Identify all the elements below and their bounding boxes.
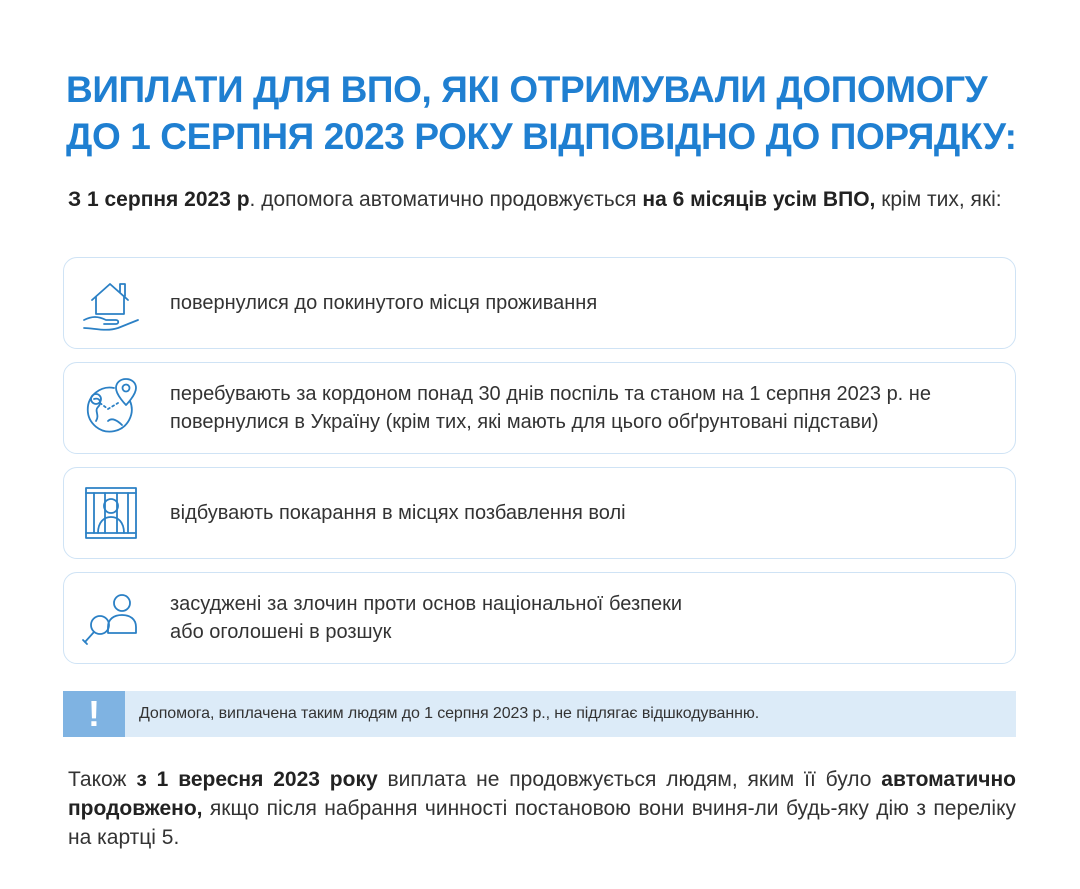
- intro-bold-date: З 1 серпня 2023 р: [68, 188, 250, 211]
- prisoner-bars-icon: [78, 480, 144, 546]
- page-title: [66, 66, 1046, 160]
- exception-card-returned: [63, 257, 1016, 349]
- outro-bold-auto: автоматично продовжено,: [68, 768, 1016, 820]
- intro-paragraph: [68, 186, 1028, 214]
- globe-location-icon: [78, 375, 144, 441]
- title-line-1: ВИПЛАТИ ДЛЯ ВПО, ЯКІ ОТРИМУВАЛИ ДОПОМОГУ: [66, 69, 988, 110]
- magnifier-person-icon: [78, 585, 144, 651]
- exclamation-icon: !: [63, 691, 125, 737]
- exception-card-convicted: [63, 572, 1016, 664]
- house-in-hand-icon: [78, 270, 144, 336]
- exception-card-imprisoned: [63, 467, 1016, 559]
- outro-text-2: виплата не продовжується людям, яким її було: [377, 768, 882, 791]
- intro-text-1: . допомога автоматично продовжується: [249, 188, 643, 211]
- outro-paragraph: [68, 765, 1016, 852]
- outro-bold-date: з 1 вересня 2023 року: [136, 768, 378, 791]
- intro-bold-duration: на 6 місяців усім ВПО,: [642, 188, 876, 211]
- notice-text: Допомога, виплачена таким людям до 1 серпня 2023 р., не підлягає відшкодуванню.: [139, 705, 760, 722]
- exception-text-imprisoned: відбувають покарання в місцях позбавлення волі: [170, 502, 626, 524]
- title-line-2: ДО 1 СЕРПНЯ 2023 РОКУ ВІДПОВІДНО ДО ПОРЯДКУ:: [66, 116, 1017, 157]
- exception-text-convicted: засуджені за злочин проти основ національної безпеки або оголошені в розшук: [170, 593, 682, 643]
- outro-text-3: якщо після набрання чинності постановою вони вчиня-ли будь-яку дію з переліку на картці 5.: [68, 797, 1016, 849]
- outro-text-1: Також: [68, 768, 137, 791]
- exception-text-returned: повернулися до покинутого місця проживання: [170, 292, 598, 314]
- exception-text-abroad: перебувають за кордоном понад 30 днів поспіль та станом на 1 серпня 2023 р. не повернулися в Україну (крім тих, які мають для цього обґрунтовані підстави): [170, 383, 931, 433]
- notice-banner: [63, 691, 1016, 737]
- exception-card-abroad: [63, 362, 1016, 454]
- intro-text-2: крім тих, які:: [875, 188, 1002, 211]
